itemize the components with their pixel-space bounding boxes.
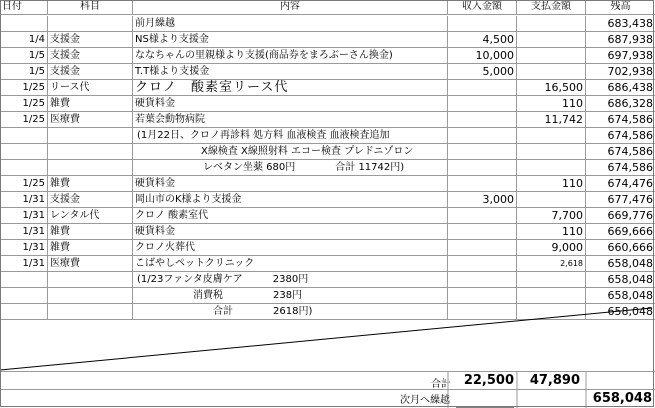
row-income[interactable]: [448, 128, 517, 144]
row-description[interactable]: クロノ 酸素室代: [133, 208, 448, 224]
row-date[interactable]: 1/5: [0, 64, 48, 80]
row-subject[interactable]: 雑費: [48, 224, 133, 240]
row-balance[interactable]: 674,476: [586, 176, 655, 192]
row-description[interactable]: NS様より支援金: [133, 32, 448, 48]
row-description[interactable]: 硬貨料金: [133, 224, 448, 240]
table-row: [0, 288, 655, 304]
row-subject[interactable]: [48, 272, 133, 288]
row-expense[interactable]: 7,700: [517, 208, 586, 224]
row-subject[interactable]: 雑費: [48, 96, 133, 112]
row-description[interactable]: 前月繰越: [133, 16, 448, 32]
row-description[interactable]: 硬貨料金: [133, 96, 448, 112]
row-expense[interactable]: 110: [517, 224, 586, 240]
row-expense[interactable]: [517, 128, 586, 144]
table-row: [0, 256, 655, 272]
row-expense[interactable]: [517, 192, 586, 208]
table-row: [0, 224, 655, 240]
row-subject[interactable]: レンタル代: [48, 208, 133, 224]
row-date[interactable]: 1/31: [0, 192, 48, 208]
row-expense[interactable]: 16,500: [517, 80, 586, 96]
total-expense[interactable]: 47,890: [529, 373, 580, 388]
row-expense[interactable]: [517, 272, 586, 288]
row-subject[interactable]: [48, 144, 133, 160]
row-income[interactable]: [448, 160, 517, 176]
row-subject[interactable]: [48, 160, 133, 176]
row-balance[interactable]: 658,048: [586, 272, 655, 288]
row-income[interactable]: [448, 112, 517, 128]
header-date[interactable]: 日付: [0, 0, 48, 15]
row-description[interactable]: T.T様より支援金: [133, 64, 448, 80]
row-balance[interactable]: 674,586: [586, 112, 655, 128]
row-subject[interactable]: 支援金: [48, 48, 133, 64]
row-description[interactable]: レベタン坐薬 680円 合計 11742円): [133, 160, 448, 176]
row-description[interactable]: X線検査 X線照射料 エコー検査 プレドニゾロン: [133, 144, 448, 160]
row-expense[interactable]: [517, 16, 586, 32]
table-row: [0, 80, 655, 96]
row-date[interactable]: [0, 160, 48, 176]
table-row: [0, 160, 655, 176]
header-balance[interactable]: 残高: [586, 0, 655, 15]
row-expense[interactable]: [517, 48, 586, 64]
row-subject[interactable]: [48, 288, 133, 304]
table-row: [0, 96, 655, 112]
row-expense[interactable]: 9,000: [517, 240, 586, 256]
row-income[interactable]: [448, 16, 517, 32]
row-description[interactable]: 合計 2618円): [133, 304, 448, 320]
row-date[interactable]: [0, 16, 48, 32]
row-description[interactable]: クロノ 酸素室リース代: [133, 80, 448, 96]
row-subject[interactable]: 雑費: [48, 176, 133, 192]
row-expense[interactable]: 2,618: [517, 256, 586, 272]
row-description[interactable]: (1月22日、クロノ再診料 処方料 血液検査 血液検査追加: [133, 128, 448, 144]
row-income[interactable]: [448, 96, 517, 112]
row-date[interactable]: 1/31: [0, 224, 48, 240]
row-date[interactable]: 1/25: [0, 112, 48, 128]
row-subject[interactable]: 医療費: [48, 256, 133, 272]
row-expense[interactable]: 110: [517, 96, 586, 112]
row-date[interactable]: [0, 272, 48, 288]
row-expense[interactable]: [517, 64, 586, 80]
blank-area: [0, 306, 655, 372]
row-description[interactable]: (1/23ファンタ皮膚ケア 2380円: [133, 272, 448, 288]
row-balance[interactable]: 686,328: [586, 96, 655, 112]
row-balance[interactable]: 683,438: [586, 16, 655, 32]
row-balance[interactable]: 677,476: [586, 192, 655, 208]
row-income[interactable]: 3,000: [448, 192, 517, 208]
row-income[interactable]: [448, 144, 517, 160]
row-expense[interactable]: [517, 288, 586, 304]
row-income[interactable]: [448, 80, 517, 96]
table-row: [0, 112, 655, 128]
row-balance[interactable]: 658,048: [586, 304, 655, 320]
header-subject[interactable]: 科目: [48, 0, 133, 15]
table-row: [0, 48, 655, 64]
row-date[interactable]: 1/25: [0, 80, 48, 96]
header-description[interactable]: 内容: [133, 0, 448, 15]
row-expense[interactable]: 110: [517, 176, 586, 192]
row-description[interactable]: 硬貨料金: [133, 176, 448, 192]
header-row: [0, 0, 655, 15]
row-income[interactable]: 5,000: [448, 64, 517, 80]
row-balance[interactable]: 669,666: [586, 224, 655, 240]
row-date[interactable]: 1/5: [0, 48, 48, 64]
row-description[interactable]: 若葉会動物病院: [133, 112, 448, 128]
row-date[interactable]: [0, 128, 48, 144]
carry-label: 次月へ繰越: [400, 395, 450, 406]
row-subject[interactable]: [48, 16, 133, 32]
row-date[interactable]: 1/31: [0, 208, 48, 224]
row-description[interactable]: ななちゃんの里親様より支援(商品券をまろぶーさん換金): [133, 48, 448, 64]
row-income[interactable]: [448, 272, 517, 288]
row-expense[interactable]: 11,742: [517, 112, 586, 128]
table-row: [0, 240, 655, 256]
row-date[interactable]: 1/4: [0, 32, 48, 48]
row-income[interactable]: [448, 256, 517, 272]
row-income[interactable]: [448, 208, 517, 224]
diagonal-strike-line: [0, 306, 655, 372]
row-subject[interactable]: [48, 128, 133, 144]
row-income[interactable]: [448, 240, 517, 256]
row-subject[interactable]: 支援金: [48, 64, 133, 80]
row-balance[interactable]: 697,938: [586, 48, 655, 64]
row-balance[interactable]: 674,586: [586, 160, 655, 176]
row-expense[interactable]: [517, 160, 586, 176]
row-balance[interactable]: 669,776: [586, 208, 655, 224]
row-income[interactable]: [448, 224, 517, 240]
row-balance[interactable]: 660,666: [586, 240, 655, 256]
table-row: [0, 128, 655, 144]
row-balance[interactable]: 674,586: [586, 144, 655, 160]
row-subject[interactable]: 雑費: [48, 240, 133, 256]
row-balance[interactable]: 658,048: [586, 288, 655, 304]
row-subject[interactable]: 支援金: [48, 192, 133, 208]
row-balance[interactable]: 702,938: [586, 64, 655, 80]
row-subject[interactable]: 医療費: [48, 112, 133, 128]
row-date[interactable]: 1/25: [0, 96, 48, 112]
row-description[interactable]: 消費税 238円: [133, 288, 448, 304]
row-subject[interactable]: リース代: [48, 80, 133, 96]
table-row: [0, 64, 655, 80]
table-row: [0, 272, 655, 288]
row-balance[interactable]: 687,938: [586, 32, 655, 48]
row-description[interactable]: 岡山市のK様より支援金: [133, 192, 448, 208]
header-income[interactable]: 収入金額: [448, 0, 517, 15]
table-row: [0, 176, 655, 192]
row-balance[interactable]: 674,586: [586, 128, 655, 144]
total-income[interactable]: 22,500: [463, 373, 514, 388]
row-income[interactable]: [448, 176, 517, 192]
table-row: [0, 16, 655, 32]
row-income[interactable]: [448, 288, 517, 304]
carry-value[interactable]: 658,048: [592, 391, 652, 406]
row-description[interactable]: こばやしペットクリニック: [133, 256, 448, 272]
row-expense[interactable]: [517, 32, 586, 48]
row-date[interactable]: [0, 288, 48, 304]
row-date[interactable]: [0, 144, 48, 160]
table-row: [0, 32, 655, 48]
footer-rules: [0, 372, 655, 408]
header-expense[interactable]: 支払金額: [517, 0, 586, 15]
table-row: [0, 144, 655, 160]
total-label: 合計: [431, 379, 451, 390]
row-date[interactable]: 1/31: [0, 256, 48, 272]
row-subject[interactable]: 支援金: [48, 32, 133, 48]
row-balance[interactable]: 686,438: [586, 80, 655, 96]
row-income[interactable]: 4,500: [448, 32, 517, 48]
row-description[interactable]: クロノ火葬代: [133, 240, 448, 256]
row-income[interactable]: 10,000: [448, 48, 517, 64]
row-date[interactable]: 1/31: [0, 240, 48, 256]
table-row: [0, 192, 655, 208]
table-row: [0, 208, 655, 224]
row-balance[interactable]: 658,048: [586, 256, 655, 272]
row-expense[interactable]: [517, 144, 586, 160]
row-date[interactable]: 1/25: [0, 176, 48, 192]
